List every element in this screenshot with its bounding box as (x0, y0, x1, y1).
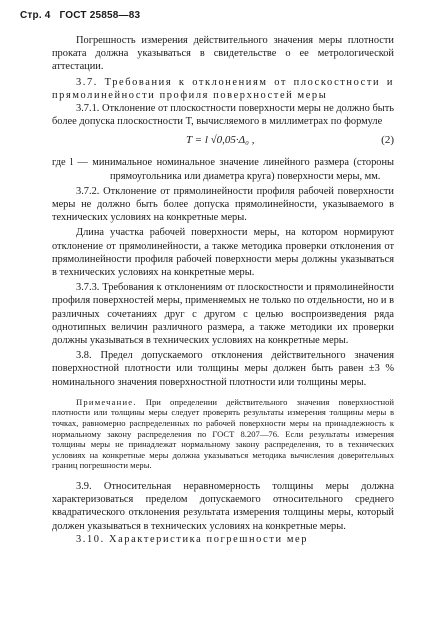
formula-block (52, 128, 394, 156)
paragraph-length: Длина участка рабочей поверхности меры, на котором нормируют отклонение от прямолинейности, а также методика проверки отклонения от прямолинейности профиля рабочей поверхности меры должны указываться в технических условиях на конкретные меры. (52, 227, 394, 279)
document-body (52, 34, 394, 546)
formula-definition: где l — минимальное номинальное значение линейного размера (стороны прямоугольника или диаметра круга) поверхности меры, мм. (52, 157, 394, 182)
paragraph-3-9: 3.9. Относительная неравномерность толщины меры должна характеризоваться пределом допускаемого относительного среднего квадратического отклонения результата измерения толщины меры, который должен указываться в технических условиях на конкретные меры. (52, 481, 394, 532)
note-block (52, 397, 394, 471)
formula-tolerance: T = l √0,05·Δ₀ , (186, 134, 255, 147)
section-heading-3-10: 3.10. Характеристика погрешности мер (76, 533, 309, 545)
page-header (20, 10, 146, 21)
paragraph-accuracy: Погрешность измерения действительного значения меры плотности проката должна указываться в свидетельстве о ее метрологической аттестации. (52, 35, 394, 73)
paragraph-3-7-1: 3.7.1. Отклонение от плоскостности поверхности меры не должно быть более допуска плоскостности T, вычисляемого в миллиметрах по формуле (52, 103, 394, 128)
paragraph-3-7-2: 3.7.2. Отклонение от прямолинейности профиля рабочей поверхности меры не должно быть более допуска прямолинейности, указываемого в технических условиях на конкретные меры. (52, 185, 394, 224)
note-text: При определении действительного значения поверхностной плотности или толщины меры следует проверять результаты измерения толщины меры в точках, равномерно распределенных по рабочей поверхности меры на принадлежность к нормальному закону распределения по ГОСТ 8.207—76. Если результаты измерения толщины меры не принадлежат нормальному закону распределения, то в технических условиях на конкретные меры должна указываться методика вычисления доверительных границ погрешности меры. (52, 396, 394, 471)
paragraph-3-7-3: 3.7.3. Требования к отклонениям от плоскостности и прямолинейности профиля поверхностей меры, применяемых не только по отдельности, но и в различных сочетаниях друг с другом с целью воспроизведения ряда однотипных величин различного размера, а также методики их проверки должны указываться в технических условиях на конкретные меры. (52, 282, 394, 347)
standard-code: ГОСТ 25858—83 (59, 10, 141, 21)
formula-number: (2) (381, 134, 394, 147)
note-title: Примечание. (76, 396, 137, 407)
page-number: Стр. 4 (20, 10, 51, 21)
section-heading-3-7: 3.7. Требования к отклонениям от плоскостности и прямолинейности профиля поверхностей меры (52, 76, 394, 101)
paragraph-3-8: 3.8. Предел допускаемого отклонения действительного значения поверхностной плотности или толщины меры должен быть равен ±3 % номинального значения поверхностной плотности или толщины меры. (52, 350, 394, 388)
